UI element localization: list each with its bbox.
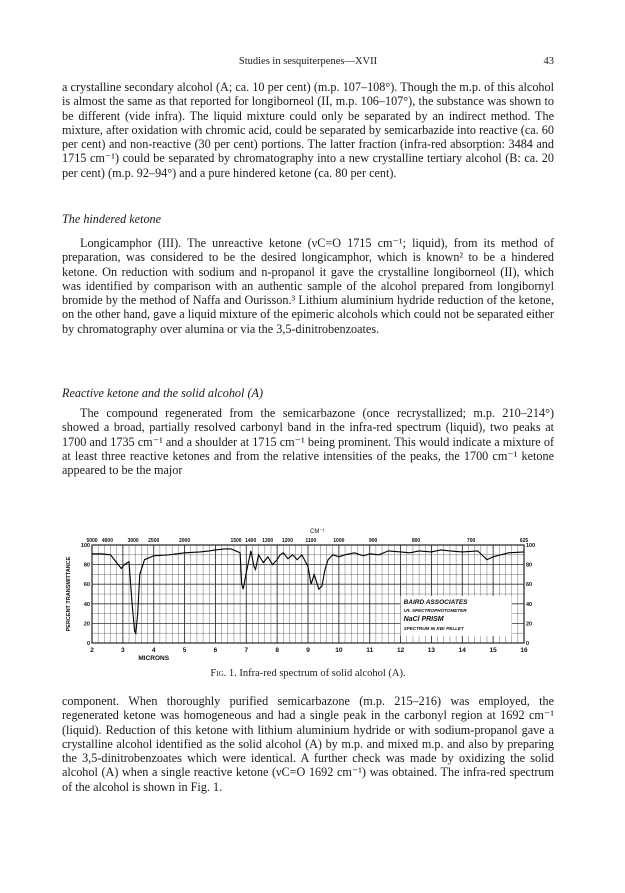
section-heading-reactive-ketone: Reactive ketone and the solid alcohol (A) bbox=[62, 386, 264, 400]
bottom-tick-label: 14 bbox=[458, 647, 466, 654]
ir-spectrum-chart bbox=[62, 523, 554, 663]
top-tick-label: 2000 bbox=[179, 538, 191, 544]
top-tick-label: 800 bbox=[411, 538, 421, 544]
bottom-tick-label: 9 bbox=[306, 647, 310, 654]
figure-caption-text: Infra-red spectrum of solid alcohol (A). bbox=[239, 668, 406, 679]
y-tick-label-left: 60 bbox=[83, 582, 90, 589]
paragraph-4-text: component. When thoroughly purified semicarbazone (m.p. 215–216) was employed, the regenerated ketone was homogeneous and had a single peak in the carbonyl region at 1692 cm⁻¹ (liquid). Reduction of this ketone with lithium aluminium hydride or with sodium-propanol gave a crystalline alcohol identified as the solid alcohol (A) by m.p. and mixed m.p. and also by preparing the 3,5-dinitrobenzoates which were identical. A further check was made by oxidizing the solid alcohol (A) when a single reactive ketone (νC=O 1692 cm⁻¹) was obtained. The infra-red spectrum of the alcohol is shown in Fig. 1. bbox=[62, 694, 554, 794]
y-tick-label-right: 100 bbox=[526, 543, 536, 549]
y-tick-label-right: 80 bbox=[526, 562, 533, 569]
bottom-tick-label: 4 bbox=[151, 647, 156, 654]
top-tick-label: 1400 bbox=[245, 538, 257, 544]
y-tick-label-left: 40 bbox=[83, 601, 90, 608]
section-heading-hindered-ketone: The hindered ketone bbox=[62, 212, 162, 226]
top-tick-label: 625 bbox=[519, 538, 529, 544]
instrument-label-line: BAIRD ASSOCIATES bbox=[403, 598, 468, 606]
paragraph-2-text: Longicamphor (III). The unreactive ketone (νC=O 1715 cm⁻¹; liquid), from its method of preparation, was considered to be the desired longicamphor, which is known² to be a hindered ketone. On reduction with sodium and n-propanol it gave the crystalline longiborneol (II), which was identified by comparison with an authentic sample of the alcohol prepared from longibornyl bromide by the method of Naffa and Ourisson.³ Lithium aluminium hydride reduction of the ketone, on the other hand, gave a liquid mixture of the epimeric alcohols which could not be separated either by chromatography over alumina or via the 3,5-dinitrobenzoates. bbox=[62, 236, 554, 336]
instrument-label-line: NaCl PRISM bbox=[403, 615, 444, 623]
bottom-axis-title: MICRONS bbox=[138, 655, 170, 662]
top-tick-label: 1500 bbox=[230, 538, 242, 544]
y-tick-label-left: 20 bbox=[83, 621, 90, 628]
bottom-tick-label: 7 bbox=[244, 647, 249, 654]
top-tick-label: 5000 bbox=[86, 538, 98, 544]
top-tick-label: 1300 bbox=[262, 538, 274, 544]
y-tick-label-left: 100 bbox=[80, 543, 90, 549]
page-header bbox=[62, 56, 554, 70]
paragraph-3 bbox=[62, 406, 554, 477]
bottom-tick-label: 5 bbox=[182, 647, 187, 654]
top-axis-title: CM⁻¹ bbox=[310, 529, 325, 535]
bottom-tick-label: 16 bbox=[520, 647, 528, 654]
y-tick-label-right: 60 bbox=[526, 582, 533, 589]
bottom-tick-label: 8 bbox=[275, 647, 279, 654]
instrument-label-line: SPECTRUM IN KBr PELLET bbox=[403, 625, 464, 631]
bottom-tick-label: 10 bbox=[335, 647, 343, 654]
figure-caption-label: Fig. 1. bbox=[210, 668, 237, 679]
paragraph-4 bbox=[62, 694, 554, 794]
paragraph-2 bbox=[62, 236, 554, 336]
bottom-tick-label: 6 bbox=[213, 647, 218, 654]
page-number: 43 bbox=[543, 56, 554, 67]
y-tick-label-right: 0 bbox=[526, 641, 530, 647]
bottom-tick-label: 15 bbox=[489, 647, 497, 654]
instrument-label-line: I.R. SPECTROPHOTOMETER bbox=[403, 607, 467, 613]
top-tick-label: 1000 bbox=[333, 538, 345, 544]
bottom-tick-label: 11 bbox=[366, 647, 374, 654]
ir-spectrum-figure bbox=[62, 523, 554, 663]
top-tick-label: 4000 bbox=[101, 538, 113, 544]
top-tick-label: 2500 bbox=[148, 538, 160, 544]
y-tick-label-right: 20 bbox=[526, 621, 533, 628]
figure-caption bbox=[62, 668, 554, 679]
paragraph-1-text: a crystalline secondary alcohol (A; ca. 10 per cent) (m.p. 107–108°). Though the m.p. of this alcohol is almost the same as that reported for longiborneol (II, m.p. 106–107°), the substance was shown to be different (vide infra). The liquid mixture could only be separated by an indirect method. The mixture, after oxidation with chromic acid, could be separated by semicarbazide into reactive (ca. 60 per cent) and non-reactive (30 per cent) portions. The latter fraction (infra-red absorption: 3484 and 1715 cm⁻¹) could be separated by chromatography into a new crystalline tertiary alcohol (B: ca. 20 per cent) (m.p. 92–94°) and a pure hindered ketone (ca. 80 per cent). bbox=[62, 80, 554, 180]
top-tick-label: 700 bbox=[466, 538, 476, 544]
top-tick-label: 900 bbox=[368, 538, 378, 544]
y-tick-label-right: 40 bbox=[526, 601, 533, 608]
paragraph-3-text: The compound regenerated from the semicarbazone (once recrystallized; m.p. 210–214°) showed a broad, partially resolved carbonyl band in the infra-red spectrum (liquid), two peaks at 1700 and 1735 cm⁻¹ and a shoulder at 1715 cm⁻¹ being prominent. This would indicate a mixture of at least three reactive ketones and from the relative intensities of the peaks, the 1700 cm⁻¹ ketone appeared to be the major bbox=[62, 406, 554, 478]
paragraph-1 bbox=[62, 80, 554, 180]
bottom-tick-label: 12 bbox=[396, 647, 405, 654]
bottom-tick-label: 2 bbox=[90, 647, 94, 654]
running-title: Studies in sesquiterpenes—XVII bbox=[238, 56, 378, 67]
y-axis-title: PERCENT TRANSMITTANCE bbox=[66, 556, 72, 632]
top-tick-label: 3000 bbox=[127, 538, 139, 544]
bottom-tick-label: 3 bbox=[121, 647, 125, 654]
bottom-tick-label: 13 bbox=[427, 647, 436, 654]
y-tick-label-left: 0 bbox=[86, 641, 90, 647]
top-tick-label: 1200 bbox=[281, 538, 293, 544]
top-tick-label: 1100 bbox=[305, 538, 317, 544]
y-tick-label-left: 80 bbox=[83, 562, 90, 569]
